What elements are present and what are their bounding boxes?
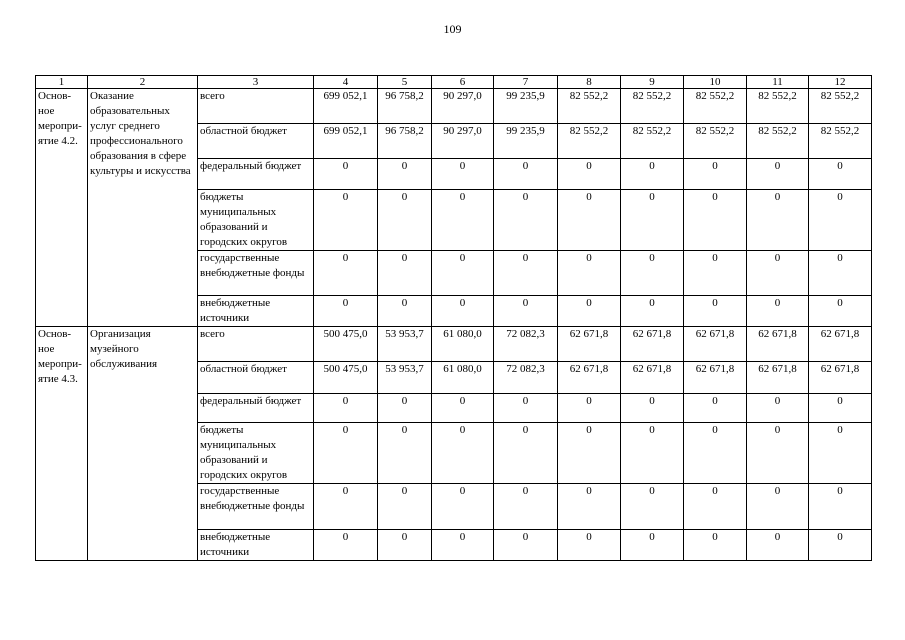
value-cell: 82 552,2 [809, 89, 872, 124]
funding-source-cell: государственные внебюджетные фонды [198, 251, 314, 296]
value-cell: 0 [621, 159, 684, 190]
value-cell: 0 [684, 251, 747, 296]
page-number: 109 [443, 22, 462, 36]
value-cell: 96 758,2 [378, 124, 432, 159]
value-cell: 62 671,8 [809, 362, 872, 394]
value-cell: 0 [684, 484, 747, 530]
value-cell: 0 [809, 423, 872, 484]
value-cell: 0 [314, 394, 378, 423]
table-row [36, 89, 872, 124]
value-cell: 0 [378, 423, 432, 484]
value-cell: 0 [747, 296, 809, 327]
value-cell: 699 052,1 [314, 89, 378, 124]
value-cell: 0 [684, 159, 747, 190]
value-cell: 82 552,2 [747, 89, 809, 124]
value-cell: 0 [621, 190, 684, 251]
value-cell: 0 [747, 530, 809, 561]
value-cell: 0 [621, 423, 684, 484]
value-cell: 0 [378, 530, 432, 561]
value-cell: 0 [621, 251, 684, 296]
value-cell: 0 [684, 423, 747, 484]
value-cell: 0 [432, 159, 494, 190]
value-cell: 0 [747, 190, 809, 251]
value-cell: 62 671,8 [558, 362, 621, 394]
value-cell: 0 [809, 251, 872, 296]
value-cell: 0 [621, 484, 684, 530]
header-cell: 12 [809, 76, 872, 89]
value-cell: 62 671,8 [684, 327, 747, 362]
value-cell: 62 671,8 [621, 362, 684, 394]
value-cell: 0 [621, 296, 684, 327]
header-cell: 5 [378, 76, 432, 89]
value-cell: 72 082,3 [494, 327, 558, 362]
value-cell: 0 [747, 394, 809, 423]
value-cell: 0 [314, 530, 378, 561]
value-cell: 0 [809, 484, 872, 530]
value-cell: 0 [314, 251, 378, 296]
header-row [36, 76, 872, 89]
header-cell: 4 [314, 76, 378, 89]
value-cell: 82 552,2 [684, 89, 747, 124]
value-cell: 0 [378, 296, 432, 327]
value-cell: 0 [684, 190, 747, 251]
value-cell: 0 [747, 423, 809, 484]
value-cell: 0 [558, 190, 621, 251]
value-cell: 0 [558, 159, 621, 190]
value-cell: 0 [314, 296, 378, 327]
value-cell: 699 052,1 [314, 124, 378, 159]
value-cell: 0 [378, 394, 432, 423]
value-cell: 0 [432, 251, 494, 296]
value-cell: 0 [432, 423, 494, 484]
funding-source-cell: бюджеты муниципальных образований и городских округов [198, 190, 314, 251]
activity-cell: Основ-ное меропри-ятие 4.3. [36, 327, 88, 561]
value-cell: 82 552,2 [747, 124, 809, 159]
header-cell: 6 [432, 76, 494, 89]
value-cell: 0 [809, 190, 872, 251]
funding-source-cell: всего [198, 327, 314, 362]
value-cell: 62 671,8 [809, 327, 872, 362]
activity-name-cell: Оказание образовательных услуг среднего профессионального образования в сфере культуры и искусства [88, 89, 198, 327]
funding-source-cell: всего [198, 89, 314, 124]
funding-source-cell: внебюджетные источники [198, 530, 314, 561]
value-cell: 0 [494, 530, 558, 561]
value-cell: 0 [747, 251, 809, 296]
value-cell: 62 671,8 [747, 327, 809, 362]
activity-cell: Основ-ное меропри-ятие 4.2. [36, 89, 88, 327]
value-cell: 0 [621, 530, 684, 561]
value-cell: 0 [558, 296, 621, 327]
value-cell: 0 [378, 251, 432, 296]
value-cell: 0 [494, 251, 558, 296]
value-cell: 0 [432, 296, 494, 327]
value-cell: 500 475,0 [314, 362, 378, 394]
value-cell: 96 758,2 [378, 89, 432, 124]
value-cell: 82 552,2 [621, 89, 684, 124]
activity-name-cell: Организация музейного обслуживания [88, 327, 198, 561]
value-cell: 0 [314, 484, 378, 530]
header-cell: 10 [684, 76, 747, 89]
value-cell: 0 [621, 394, 684, 423]
value-cell: 500 475,0 [314, 327, 378, 362]
value-cell: 90 297,0 [432, 124, 494, 159]
funding-source-cell: государственные внебюджетные фонды [198, 484, 314, 530]
value-cell: 0 [494, 159, 558, 190]
header-cell: 2 [88, 76, 198, 89]
value-cell: 0 [494, 190, 558, 251]
value-cell: 0 [432, 394, 494, 423]
value-cell: 0 [809, 394, 872, 423]
value-cell: 90 297,0 [432, 89, 494, 124]
value-cell: 99 235,9 [494, 89, 558, 124]
header-cell: 9 [621, 76, 684, 89]
value-cell: 0 [494, 423, 558, 484]
value-cell: 61 080,0 [432, 362, 494, 394]
funding-source-cell: внебюджетные источники [198, 296, 314, 327]
value-cell: 0 [378, 190, 432, 251]
funding-source-cell: федеральный бюджет [198, 159, 314, 190]
value-cell: 0 [494, 484, 558, 530]
value-cell: 82 552,2 [621, 124, 684, 159]
value-cell: 0 [809, 530, 872, 561]
value-cell: 0 [809, 296, 872, 327]
value-cell: 62 671,8 [747, 362, 809, 394]
table-row [36, 327, 872, 362]
value-cell: 0 [378, 159, 432, 190]
value-cell: 0 [558, 394, 621, 423]
value-cell: 0 [314, 190, 378, 251]
value-cell: 0 [558, 251, 621, 296]
funding-source-cell: областной бюджет [198, 362, 314, 394]
value-cell: 0 [809, 159, 872, 190]
value-cell: 0 [432, 190, 494, 251]
value-cell: 82 552,2 [558, 124, 621, 159]
value-cell: 82 552,2 [558, 89, 621, 124]
value-cell: 99 235,9 [494, 124, 558, 159]
value-cell: 0 [684, 530, 747, 561]
value-cell: 0 [494, 296, 558, 327]
value-cell: 72 082,3 [494, 362, 558, 394]
value-cell: 53 953,7 [378, 327, 432, 362]
header-cell: 7 [494, 76, 558, 89]
value-cell: 0 [747, 484, 809, 530]
value-cell: 62 671,8 [684, 362, 747, 394]
header-cell: 1 [36, 76, 88, 89]
value-cell: 62 671,8 [558, 327, 621, 362]
value-cell: 53 953,7 [378, 362, 432, 394]
funding-source-cell: областной бюджет [198, 124, 314, 159]
header-cell: 8 [558, 76, 621, 89]
funding-source-cell: федеральный бюджет [198, 394, 314, 423]
value-cell: 0 [378, 484, 432, 530]
value-cell: 0 [684, 394, 747, 423]
value-cell: 0 [432, 530, 494, 561]
value-cell: 0 [432, 484, 494, 530]
value-cell: 0 [494, 394, 558, 423]
value-cell: 0 [558, 484, 621, 530]
value-cell: 0 [558, 423, 621, 484]
value-cell: 0 [314, 159, 378, 190]
funding-source-cell: бюджеты муниципальных образований и городских округов [198, 423, 314, 484]
budget-table [35, 75, 872, 561]
value-cell: 0 [684, 296, 747, 327]
value-cell: 61 080,0 [432, 327, 494, 362]
value-cell: 82 552,2 [684, 124, 747, 159]
value-cell: 82 552,2 [809, 124, 872, 159]
value-cell: 62 671,8 [621, 327, 684, 362]
header-cell: 3 [198, 76, 314, 89]
value-cell: 0 [314, 423, 378, 484]
header-cell: 11 [747, 76, 809, 89]
value-cell: 0 [558, 530, 621, 561]
value-cell: 0 [747, 159, 809, 190]
